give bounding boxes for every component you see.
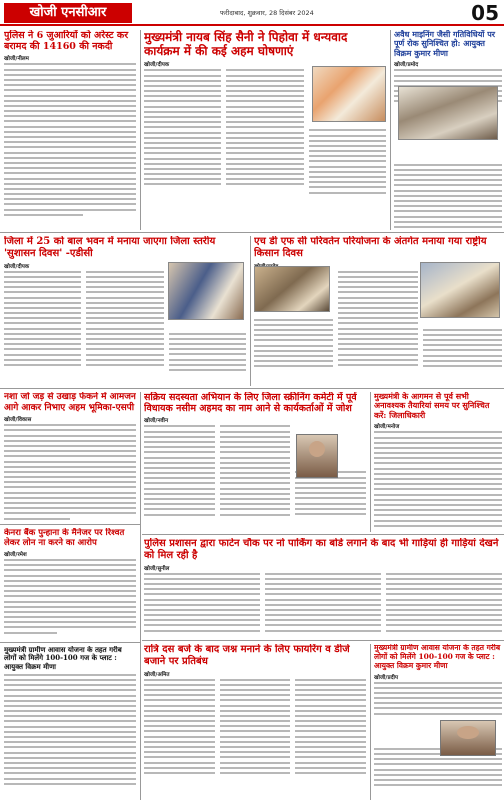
story-headline: मुख्यमंत्री ग्रामीण आवास योजना के तहत गरीब लोगों को मिलेंगे 100-100 गज के प्लाट : आयुक्त विक्रम मीणा bbox=[4, 646, 122, 671]
portrait-photo bbox=[440, 720, 496, 756]
story-photo bbox=[168, 262, 244, 320]
row-rule bbox=[142, 640, 504, 641]
story-rural-housing-left bbox=[4, 646, 136, 796]
story-byline: खोजी/दीपक bbox=[4, 263, 30, 270]
story-photo bbox=[254, 266, 330, 312]
story-body bbox=[374, 431, 502, 526]
dateline: फरीदाबाद, शुक्रवार, 28 दिसंबर 2024 bbox=[220, 9, 314, 17]
story-headline: पुलिस ने 6 जुआरियों को अरेस्ट कर बरामद की 14160 की नकदी bbox=[4, 30, 129, 53]
story-photo bbox=[420, 262, 500, 318]
story-cm-visit-preparations bbox=[374, 392, 502, 532]
story-byline: खोजी/दीपक bbox=[144, 62, 170, 69]
story-byline: खोजी/नीलम bbox=[4, 56, 29, 63]
row-rule bbox=[0, 232, 504, 233]
story-police-gamblers bbox=[4, 30, 136, 230]
column-rule bbox=[390, 30, 391, 230]
column-rule bbox=[250, 236, 251, 386]
column-rule bbox=[370, 644, 371, 800]
story-no-parking bbox=[144, 538, 502, 638]
story-headline: रात्रि दस बजे के बाद जश्न मनाने के लिए फायरिंग व डीजे बजाने पर प्रतिबंध bbox=[144, 644, 350, 667]
column-rule bbox=[140, 392, 141, 800]
story-headline: मुख्यमंत्री के आगमन से पूर्व सभी अनावश्यक तैयारियां समय पर सुनिश्चित करें: जिलाधिकारी bbox=[374, 392, 490, 420]
story-byline: खोजी/प्रमोद bbox=[394, 62, 419, 69]
story-cm-pehowa bbox=[144, 30, 386, 230]
story-headline: नशा जो जड़ से उखाड़ फेंकने में आमजन आगे आकर निभाए अहम भूमिका-एसपी bbox=[4, 392, 136, 413]
story-headline: केनरा बैंक पुन्हाना के मैनेजर पर रिश्वत लेकर लोन ना करने का आरोप bbox=[4, 528, 125, 549]
story-drug-free bbox=[4, 392, 136, 522]
story-photo bbox=[312, 66, 386, 122]
story-body bbox=[4, 424, 136, 519]
story-byline: खोजी/विकास bbox=[4, 417, 32, 424]
story-body bbox=[144, 679, 366, 778]
story-headline: मुख्यमंत्री ग्रामीण आवास योजना के तहत गरीब लोगों को मिलेंगे 100-100 गज के प्लाट : आयुक्त विक्रम कुमार मीणा bbox=[374, 644, 501, 670]
story-byline: खोजी/नवीन bbox=[144, 418, 169, 425]
story-byline: खोजी/अमित bbox=[144, 671, 170, 678]
story-photo bbox=[398, 86, 498, 140]
row-rule bbox=[0, 642, 140, 643]
story-headline: जिला में 25 को बाल भवन में मनाया जाएगा जिला स्तरीय 'सुशासन दिवस' -एडीसी bbox=[4, 236, 216, 259]
story-byline: खोजी/रमेश bbox=[4, 552, 27, 559]
story-canara-bank bbox=[4, 528, 136, 640]
page-number: 05 bbox=[471, 1, 499, 25]
column-rule bbox=[370, 392, 371, 532]
masthead bbox=[0, 0, 504, 26]
story-body bbox=[4, 63, 136, 215]
column-rule bbox=[140, 30, 141, 230]
story-byline: खोजी/सुनील bbox=[144, 565, 170, 572]
newspaper-logo: खोजी एनसीआर bbox=[4, 3, 132, 23]
portrait-photo bbox=[296, 434, 338, 478]
story-headline: पुलिस प्रशासन द्वारा फाटेन चौक पर नो पार्किंग का बोर्ड लगाने के बाद भी गाड़ियां ही गाड़ियां देखने को मिल रही है bbox=[144, 538, 499, 561]
story-body bbox=[4, 674, 136, 785]
story-byline: खोजी/प्रदीप bbox=[374, 674, 399, 681]
story-firing-dj-ban bbox=[144, 644, 366, 796]
row-rule bbox=[0, 524, 140, 525]
story-body bbox=[144, 573, 502, 635]
story-headline: मुख्यमंत्री नायब सिंह सैनी ने पिहोवा में धन्यवाद कार्यक्रम में की कई अहम घोषणाएं bbox=[144, 30, 348, 59]
row-rule bbox=[142, 534, 504, 535]
story-body bbox=[4, 559, 136, 634]
story-headline: अवैध माइनिंग जैसी गतिविधियों पर पूर्ण रोक सुनिश्चित हो: आयुक्त विक्रम कुमार मीणा bbox=[394, 30, 496, 58]
story-headline: सक्रिय सदस्यता अभियान के लिए जिला स्क्रीनिंग कमेटी में पूर्व विधायक नसीम अहमद का नाम आने से कार्यकर्ताओं में जोश bbox=[144, 392, 357, 415]
story-byline: खोजी/मनोज bbox=[374, 424, 400, 431]
story-headline: एच डी एफ सी परिवर्तन परियोजना के अंतर्गत मनाया गया राष्ट्रीय किसान दिवस bbox=[254, 236, 487, 259]
row-rule bbox=[0, 388, 504, 389]
